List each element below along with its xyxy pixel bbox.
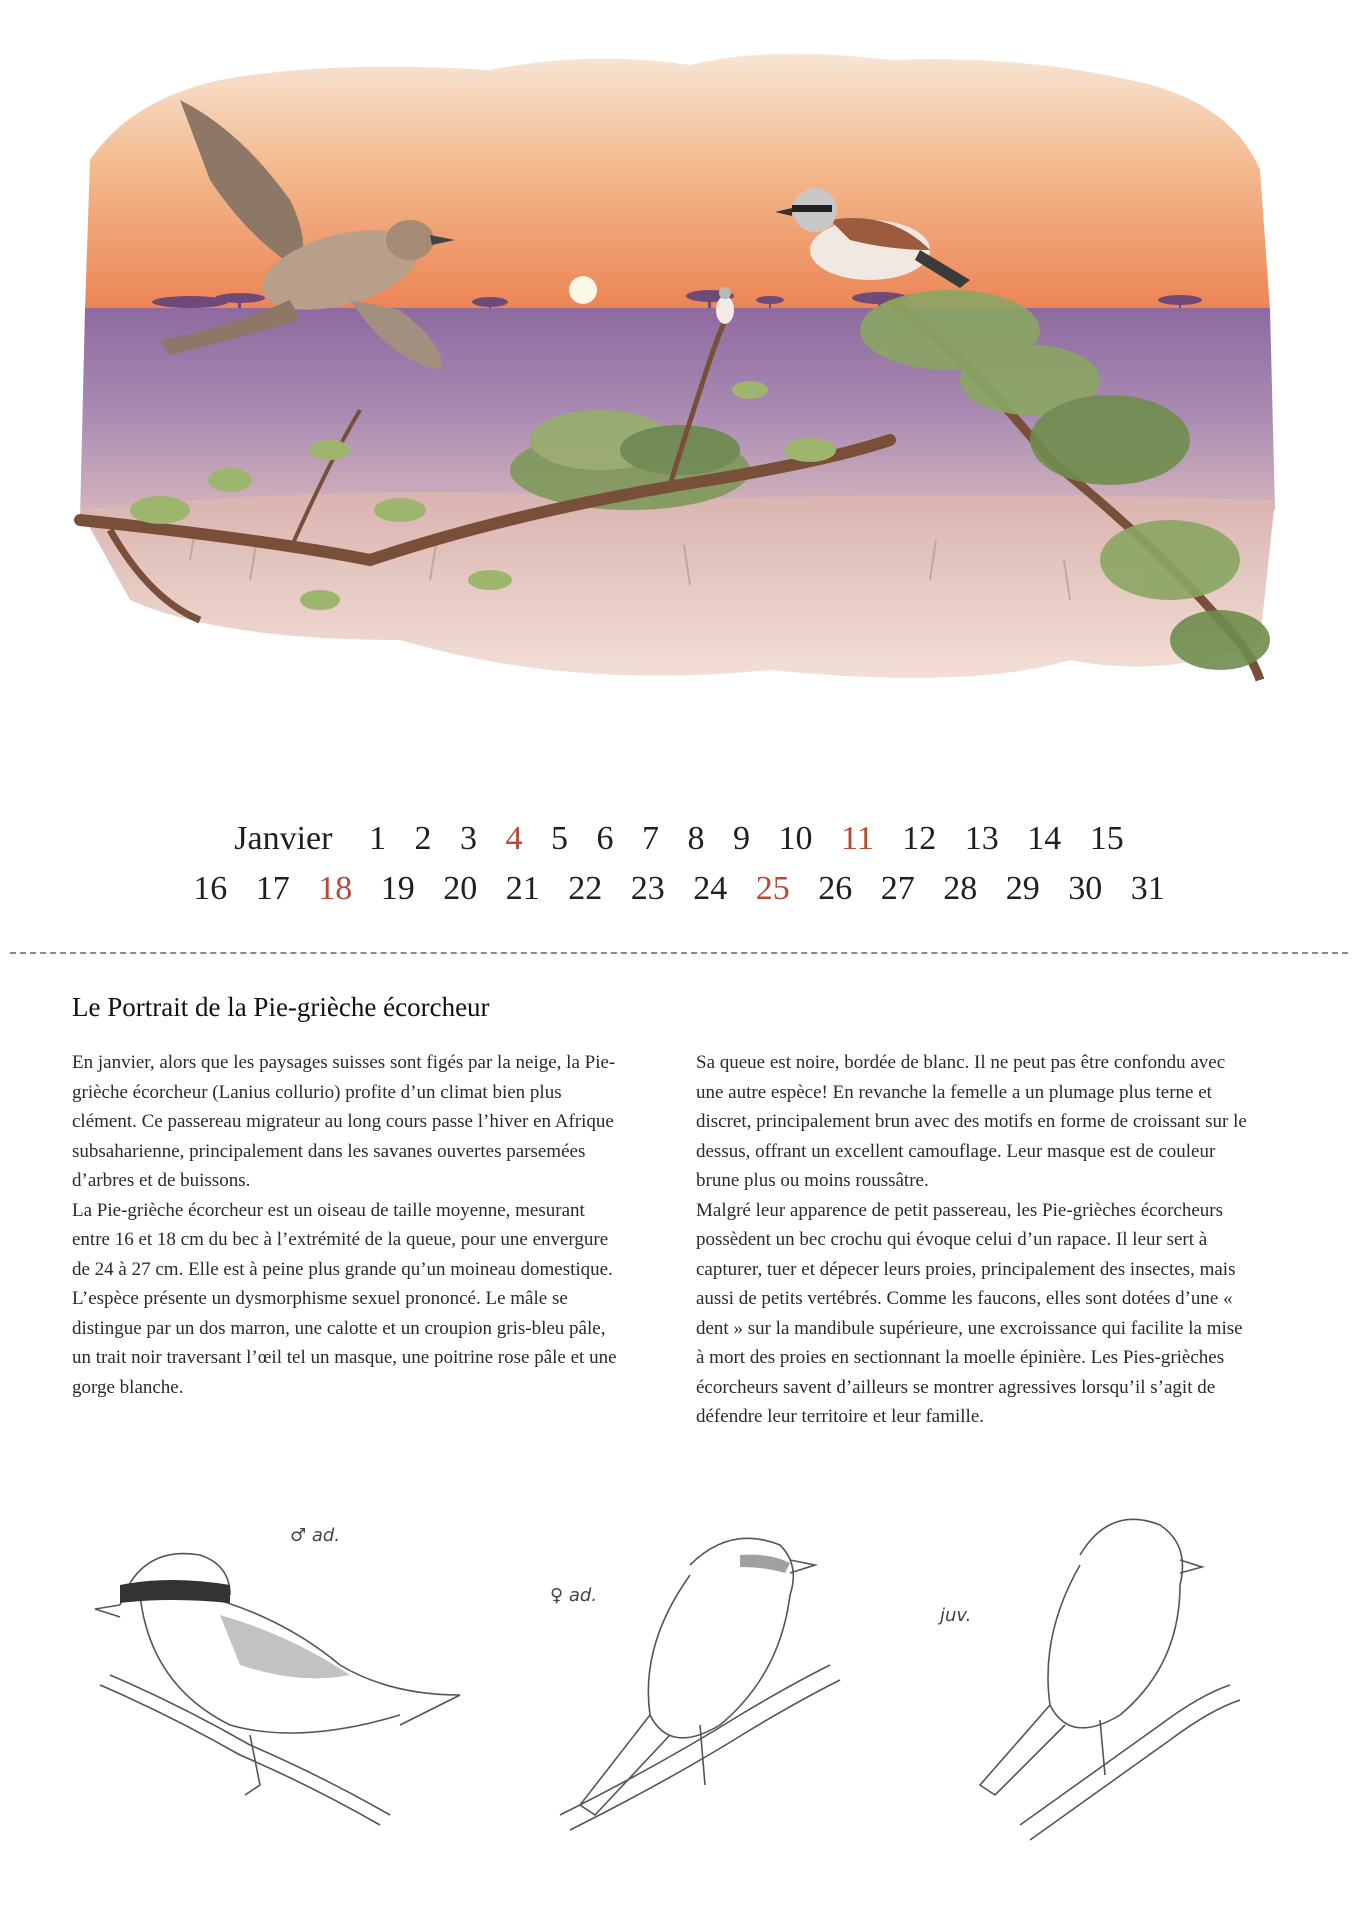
female-label: ♀ ad. — [550, 1585, 598, 1606]
calendar-row-2 — [0, 870, 1358, 908]
calendar-day: 19 — [380, 870, 415, 907]
calendar-day: 14 — [1027, 820, 1062, 857]
calendar-day: 26 — [818, 870, 853, 907]
foreground-ground — [80, 492, 1275, 678]
article-title: Le Portrait de la Pie-grièche écorcheur — [72, 992, 490, 1022]
savanna-sunset-scene — [70, 40, 1290, 830]
article-right-column — [696, 1048, 1251, 1432]
calendar-day: 20 — [443, 870, 478, 907]
calendar-day: 17 — [255, 870, 290, 907]
article-paragraph: L’espèce présente un dysmorphisme sexuel prononcé. Le mâle se distingue par un dos marron, une calotte et un croupion gris-bleu pâle, un trait noir traversant l’œil tel un masque, une poitrine rose pâle et une gorge blanche. — [72, 1288, 617, 1398]
calendar-day: 15 — [1089, 820, 1124, 857]
calendar-day: 31 — [1130, 870, 1165, 907]
sketch-female-adult — [540, 1485, 860, 1845]
calendar-day: 7 — [641, 820, 659, 857]
calendar-row-1 — [0, 820, 1358, 858]
calendar-day: 24 — [693, 870, 728, 907]
calendar-day: 23 — [630, 870, 665, 907]
calendar-day-sunday: 11 — [840, 820, 874, 857]
sketch-male-adult — [80, 1485, 500, 1845]
article-paragraph: Malgré leur apparence de petit passereau, les Pie-grièches écorcheurs possèdent un bec crochu qui évoque celui d’un rapace. Il leur sert à capturer, tuer et dépecer leurs proies, principalement des insectes, mais aussi de petits vertébrés. Comme les faucons, elles sont dotées d’une « dent » sur la mandibule supérieure, une excroissance qui facilite la mise à mort des proies en sectionnant la moelle épinière. Les Pies-grièches écorcheurs savent d’ailleurs se montrer agressives lorsqu’il s’agit de défendre leur territoire et leur famille. — [696, 1199, 1243, 1427]
calendar-day: 6 — [596, 820, 614, 857]
calendar-day: 21 — [505, 870, 540, 907]
calendar-day: 8 — [687, 820, 705, 857]
calendar-day: 29 — [1005, 870, 1040, 907]
article-left-column — [72, 1048, 627, 1402]
calendar-day: 1 — [368, 820, 386, 857]
calendar-day-sunday: 4 — [505, 820, 523, 857]
juvenile-shrike-sketch — [940, 1485, 1240, 1845]
sketch-juvenile — [940, 1485, 1240, 1845]
calendar-day: 30 — [1068, 870, 1103, 907]
article-paragraph: La Pie-grièche écorcheur est un oiseau de taille moyenne, mesurant entre 16 et 18 cm du bec à l’extrémité de la queue, pour une envergure de 24 à 27 cm. Elle est à peine plus grande qu’un moineau domestique. — [72, 1199, 613, 1280]
calendar-day-sunday: 18 — [318, 870, 353, 907]
calendar-day: 5 — [550, 820, 568, 857]
calendar-day: 28 — [943, 870, 978, 907]
calendar-day: 9 — [732, 820, 750, 857]
calendar-day: 2 — [414, 820, 432, 857]
juvenile-label: juv. — [940, 1605, 972, 1626]
calendar-month: Janvier — [234, 820, 333, 857]
calendar-day-sunday: 25 — [755, 870, 790, 907]
calendar-day: 12 — [902, 820, 937, 857]
sun — [569, 276, 597, 304]
female-shrike-sketch — [540, 1485, 860, 1845]
calendar-day: 13 — [964, 820, 999, 857]
article-paragraph: Sa queue est noire, bordée de blanc. Il ne peut pas être confondu avec une autre espèce! En revanche la femelle a un plumage plus terne et discret, principalement brun avec des motifs en forme de croissant sur le dessus, offrant un excellent camouflage. Leur masque est de couleur brune plus ou moins roussâtre. — [696, 1052, 1247, 1191]
cut-line-divider — [10, 952, 1348, 954]
calendar-day: 27 — [880, 870, 915, 907]
article-paragraph: En janvier, alors que les paysages suisses sont figés par la neige, la Pie-grièche écorcheur (Lanius collurio) profite d’un climat bien plus clément. Ce passereau migrateur au long cours passe l’hiver en Afrique subsaharienne, principalement dans les savanes ouvertes parsemées d’arbres et de buissons. — [72, 1052, 616, 1191]
watercolor-illustration — [70, 40, 1290, 830]
calendar-day: 10 — [778, 820, 813, 857]
calendar-day: 3 — [459, 820, 477, 857]
calendar-day: 22 — [568, 870, 603, 907]
male-label: ♂ ad. — [290, 1525, 341, 1546]
calendar-day: 16 — [193, 870, 228, 907]
